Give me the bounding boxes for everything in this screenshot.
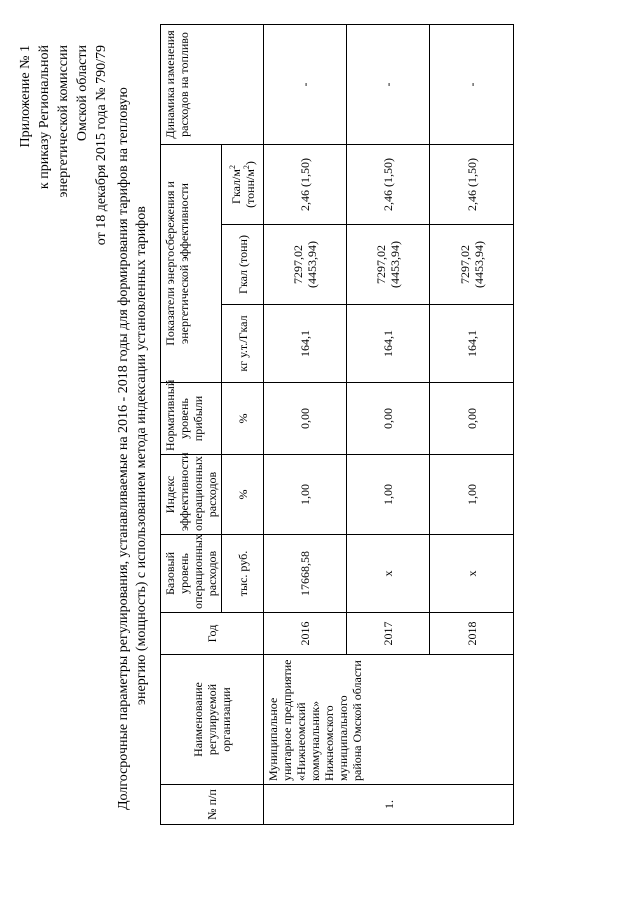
cell-kg: 164,1	[264, 305, 347, 383]
cell-profit: 0,00	[347, 383, 430, 455]
org-name: Муниципальное унитарное предприятие «Нижнеомский коммунальник» Нижнеомского муниципального района Омской области	[264, 655, 514, 785]
header-num: № п/п	[161, 785, 264, 825]
header-base: Базовый уровень операционных расходов	[161, 535, 222, 613]
cell-year: 2016	[264, 613, 347, 655]
cell-gcal: 7297,02 (4453,94)	[264, 225, 347, 305]
unit-gcal-m2	[222, 144, 264, 224]
cell-gcal: 7297,02 (4453,94)	[430, 225, 514, 305]
cell-year: 2017	[347, 613, 430, 655]
cell-index: 1,00	[430, 455, 514, 535]
cell-base: 17668,58	[264, 535, 347, 613]
document-title-line-2: энергию (мощность) с использованием метода индексации установленных тарифов	[134, 206, 149, 705]
cell-index: 1,00	[264, 455, 347, 535]
cell-gcal-m2: 2,46 (1,50)	[347, 144, 430, 224]
appendix-line-2: к приказу Региональной	[37, 45, 52, 190]
unit-sup-a: 2	[227, 165, 237, 170]
appendix-line-5: от 18 декабря 2015 года № 790/79	[94, 45, 109, 246]
cell-profit: 0,00	[264, 383, 347, 455]
cell-dynamics: -	[430, 24, 514, 144]
unit-gcal-m2-b: (тонн/м	[242, 169, 257, 208]
unit-index: %	[222, 455, 264, 535]
cell-dynamics: -	[347, 24, 430, 144]
cell-year: 2018	[430, 613, 514, 655]
unit-gcal: Гкал (тонн)	[222, 225, 264, 305]
header-year: Год	[161, 613, 264, 655]
cell-index: 1,00	[347, 455, 430, 535]
header-org: Наименование регулируемой организации	[161, 655, 264, 785]
unit-sup-b: 2	[241, 165, 251, 170]
parameters-table	[160, 24, 514, 825]
appendix-line-4: Омской области	[75, 45, 90, 142]
document-title-line-1: Долгосрочные параметры регулирования, устанавливаемые на 2016 - 2018 годы для формирования тарифов на тепловую	[116, 87, 131, 810]
cell-base: x	[430, 535, 514, 613]
header-energy: Показатели энергосбережения и энергетической эффективности	[161, 144, 222, 382]
header-dynamics: Динамика изменения расходов на топливо	[161, 24, 264, 144]
unit-paren: )	[242, 161, 257, 166]
cell-kg: 164,1	[347, 305, 430, 383]
cell-gcal-m2: 2,46 (1,50)	[264, 144, 347, 224]
cell-gcal: 7297,02 (4453,94)	[347, 225, 430, 305]
appendix-line-3: энергетической комиссии	[56, 45, 71, 198]
unit-base: тыс. руб.	[222, 535, 264, 613]
header-profit: Нормативный уровень прибыли	[161, 383, 222, 455]
row-num: 1.	[264, 785, 514, 825]
unit-gcal-m2-a: Гкал/м	[228, 169, 243, 204]
appendix-line-1: Приложение № 1	[18, 45, 33, 148]
cell-dynamics: -	[264, 24, 347, 144]
cell-kg: 164,1	[430, 305, 514, 383]
cell-base: x	[347, 535, 430, 613]
header-index: Индекс эффективности операционных расходов	[161, 455, 222, 535]
unit-profit: %	[222, 383, 264, 455]
unit-kg: кг у.т./Гкал	[222, 305, 264, 383]
cell-gcal-m2: 2,46 (1,50)	[430, 144, 514, 224]
cell-profit: 0,00	[430, 383, 514, 455]
